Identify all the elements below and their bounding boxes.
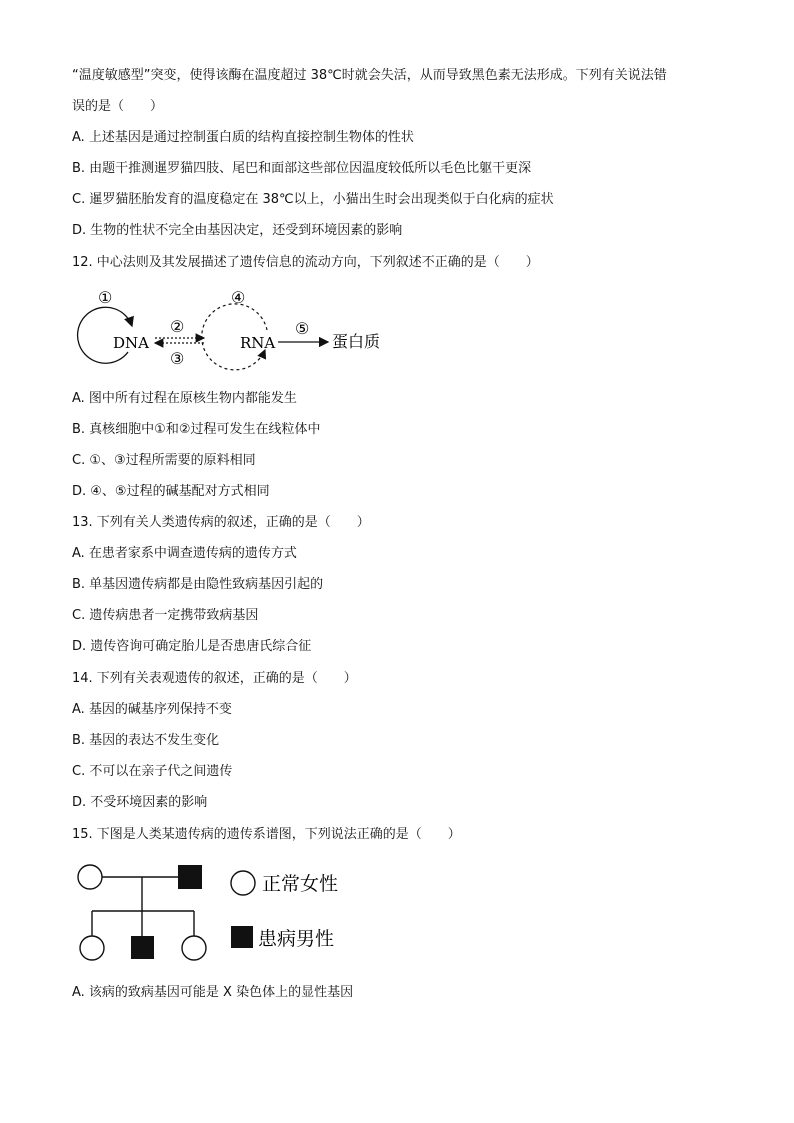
pedigree-chart	[70, 855, 370, 970]
dna-label: DNA	[113, 334, 149, 352]
normal-female-i1	[78, 865, 102, 889]
central-dogma-diagram	[70, 286, 400, 376]
question-11-option-c: C. 暹罗猫胚胎发育的温度稳定在 38℃以上，小猫出生时会出现类似于白化病的症状	[72, 192, 554, 207]
question-13-option-b: B. 单基因遗传病都是由隐性致病基因引起的	[72, 577, 324, 592]
question-12-stem: 12. 中心法则及其发展描述了遗传信息的流动方向，下列叙述不正确的是（ ）	[72, 255, 539, 270]
legend-male-label: 患病男性	[258, 928, 335, 950]
label-2: ②	[170, 317, 185, 336]
question-14-stem: 14. 下列有关表观遗传的叙述，正确的是（ ）	[72, 671, 357, 686]
question-13-option-d: D. 遗传咨询可确定胎儿是否患唐氏综合征	[72, 639, 312, 654]
question-12-option-a: A. 图中所有过程在原核生物内都能发生	[72, 391, 297, 406]
question-14-option-c: C. 不可以在亲子代之间遗传	[72, 764, 233, 779]
question-11-option-b: B. 由题干推测暹罗猫四肢、尾巴和面部这些部位因温度较低所以毛色比躯干更深	[72, 161, 532, 176]
legend-male-symbol	[231, 926, 253, 948]
question-15-option-a: A. 该病的致病基因可能是 X 染色体上的显性基因	[72, 985, 354, 1000]
question-14-option-b: B. 基因的表达不发生变化	[72, 733, 220, 748]
question-11-stem-line-1: “温度敏感型”突变，使得该酶在温度超过 38℃时就会失活，从而导致黑色素无法形成。下列有关说法错	[72, 68, 667, 83]
normal-female-ii1	[80, 936, 104, 960]
question-15-stem: 15. 下图是人类某遗传病的遗传系谱图，下列说法正确的是（ ）	[72, 827, 461, 842]
label-3: ③	[170, 349, 185, 368]
label-5: ⑤	[295, 319, 310, 338]
normal-female-ii3	[182, 936, 206, 960]
question-12-option-b: B. 真核细胞中①和②过程可发生在线粒体中	[72, 422, 321, 437]
label-4: ④	[231, 288, 246, 307]
question-12-option-d: D. ④、⑤过程的碱基配对方式相同	[72, 484, 270, 499]
label-1: ①	[98, 288, 113, 307]
protein-label: 蛋白质	[332, 332, 381, 351]
affected-male-i2	[178, 865, 202, 889]
legend-female-symbol	[231, 871, 255, 895]
legend-female-label: 正常女性	[262, 873, 339, 895]
question-13-option-a: A. 在患者家系中调查遗传病的遗传方式	[72, 546, 297, 561]
affected-male-ii2	[131, 936, 154, 959]
question-11-option-a: A. 上述基因是通过控制蛋白质的结构直接控制生物体的性状	[72, 130, 414, 145]
question-13-stem: 13. 下列有关人类遗传病的叙述，正确的是（ ）	[72, 515, 370, 530]
question-11-stem-line-2: 误的是（ ）	[72, 99, 164, 114]
question-12-option-c: C. ①、③过程所需要的原料相同	[72, 453, 256, 468]
question-11-option-d: D. 生物的性状不完全由基因决定，还受到环境因素的影响	[72, 223, 403, 238]
question-14-option-a: A. 基因的碱基序列保持不变	[72, 702, 232, 717]
question-13-option-c: C. 遗传病患者一定携带致病基因	[72, 608, 259, 623]
question-14-option-d: D. 不受环境因素的影响	[72, 795, 208, 810]
rna-label: RNA	[240, 334, 276, 352]
